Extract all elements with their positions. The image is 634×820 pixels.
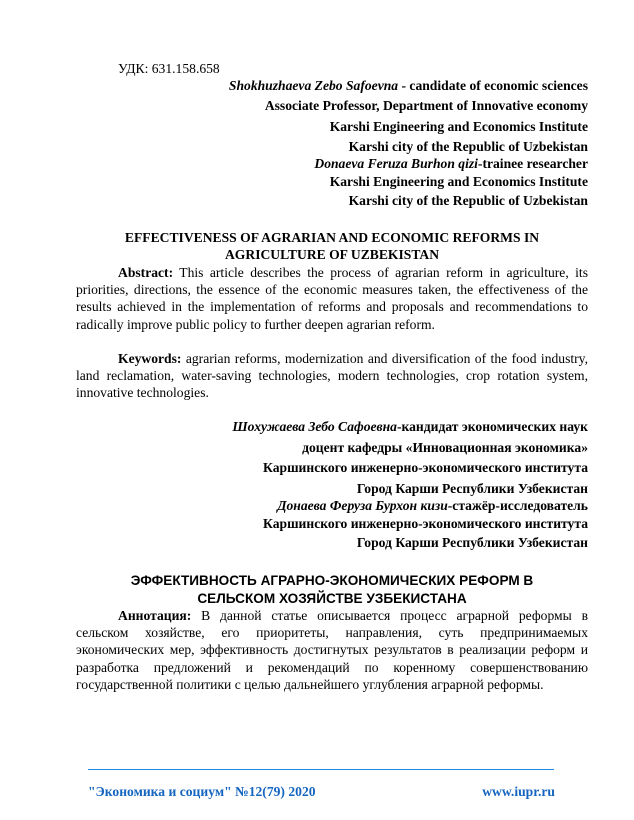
en-keywords-label: Keywords:: [118, 351, 182, 366]
en-author-1: [76, 77, 588, 94]
ru-abstract-label: Аннотация:: [118, 608, 192, 623]
ru-abstract: [76, 607, 588, 693]
ru-author-2-institute: Каршинского инженерно-экономического института: [263, 516, 588, 531]
en-author-2-city: Karshi city of the Republic of Uzbekistan: [348, 193, 588, 208]
ru-author-1-city: Город Карши Республики Узбекистан: [356, 481, 588, 496]
ru-author-1-name: Шохужаева Зебо Сафоевна: [232, 419, 397, 434]
ru-author-2-name: Донаева Феруза Бурхон кизи: [277, 498, 448, 513]
ru-author-2: [76, 497, 588, 514]
en-title-line-1: EFFECTIVENESS OF AGRARIAN AND ECONOMIC REFORMS IN: [124, 230, 540, 245]
ru-title-line-2: СЕЛЬСКОМ ХОЗЯЙСТВЕ УЗБЕКИСТАНА: [197, 591, 467, 606]
en-author-1-name: Shokhuzhaeva Zebo Safoevna: [228, 78, 399, 93]
en-author-2: [76, 155, 588, 172]
en-author-2-name: Donaeva Feruza Burhon qizi: [314, 156, 478, 171]
en-author-2-role: -trainee researcher: [477, 156, 588, 171]
en-author-2-institute: Karshi Engineering and Economics Institute: [329, 174, 588, 189]
en-author-1-city: Karshi city of the Republic of Uzbekistan: [348, 139, 588, 154]
en-keywords-text: agrarian reforms, modernization and diversification of the food industry, land reclamation, water-saving technologies, modern technologies, crop rotation system, innovative technologies.: [76, 351, 588, 401]
ru-title-line-1: ЭФФЕКТИВНОСТЬ АГРАРНО-ЭКОНОМИЧЕСКИХ РЕФОРМ В: [130, 573, 534, 588]
en-abstract-text: This article describes the process of agrarian reform in agriculture, its priorities, directions, the essence of the economic measures taken, the effectiveness of the results achieved in the implementation of reforms and proposals and recommendations to radically improve public policy to further deepen agrarian reform.: [76, 265, 588, 332]
ru-author-1-institute: Каршинского инженерно-экономического института: [263, 460, 588, 475]
ru-author-2-city: Город Карши Республики Узбекистан: [356, 535, 588, 550]
en-abstract-label: Abstract:: [118, 265, 174, 280]
udk-code: УДК: 631.158.658: [118, 61, 220, 76]
en-author-1-position: Associate Professor, Department of Innovative economy: [264, 98, 588, 113]
en-author-1-institute: Karshi Engineering and Economics Institute: [329, 119, 588, 134]
en-abstract: [76, 264, 588, 333]
en-title-line-2: AGRICULTURE OF UZBEKISTAN: [224, 247, 440, 262]
en-keywords: [76, 350, 588, 402]
footer-journal: "Экономика и социум" №12(79) 2020: [88, 784, 316, 799]
ru-author-2-role: -стажёр-исследователь: [447, 498, 588, 513]
footer-rule: [88, 769, 554, 770]
footer-url-link[interactable]: www.iupr.ru: [482, 784, 555, 799]
ru-author-1-position: доцент кафедры «Инновационная экономика»: [302, 440, 588, 455]
ru-author-1-degree: -кандидат экономических наук: [396, 419, 588, 434]
ru-author-1: [76, 418, 588, 435]
ru-abstract-text: В данной статье описывается процесс аграрной реформы в сельском хозяйстве, его приоритеты, направления, суть предпринимаемых экономических мер, эффективность достигнутых результатов в реализации реформ и разработка предложений и рекомендаций по коренному совершенствованию государственной политики с целью дальнейшего углубления аграрной реформы.: [76, 608, 588, 692]
en-author-1-degree: - candidate of economic sciences: [398, 78, 588, 93]
